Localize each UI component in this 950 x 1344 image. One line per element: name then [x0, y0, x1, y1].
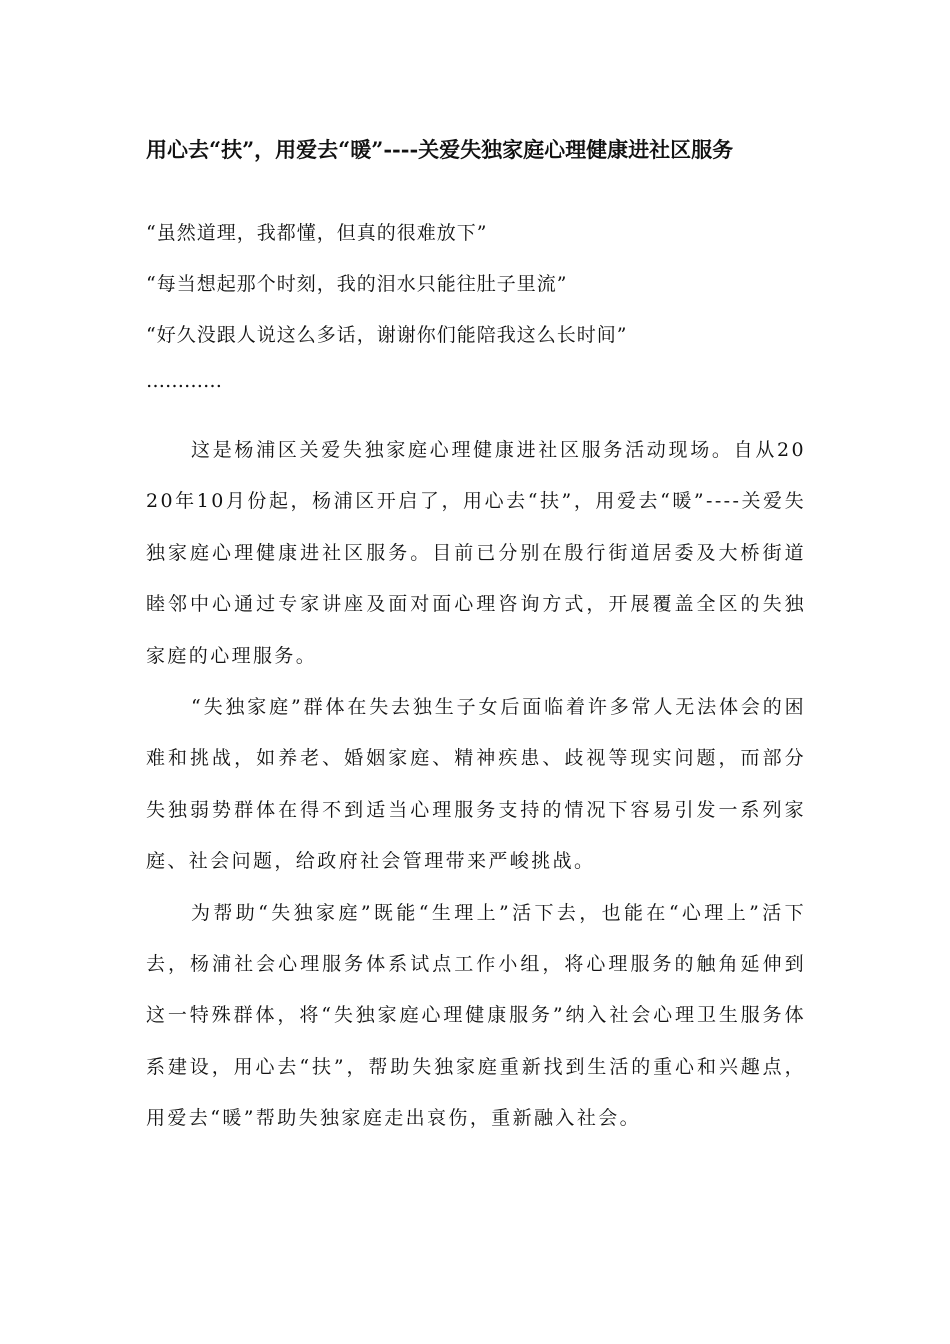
paragraph: 为帮助“失独家庭”既能“生理上”活下去，也能在“心理上”活下去，杨浦社会心理服务体系试点工作小组，将心理服务的触角延伸到这一特殊群体，将“失独家庭心理健康服务”纳入社会心理卫生服务体系建设，用心去“扶”，帮助失独家庭重新找到生活的重心和兴趣点，用爱去“暖”帮助失独家庭走出哀伤，重新融入社会。: [146, 901, 806, 1130]
body-text: [146, 425, 806, 1145]
document-title: 用心去“扶”，用爱去“暖”----关爱失独家庭心理健康进社区服务: [146, 137, 734, 162]
quote-line: “虽然道理，我都懂，但真的很难放下”: [146, 222, 488, 244]
quote-line: “每当想起那个时刻，我的泪水只能往肚子里流”: [146, 273, 568, 295]
paragraph: “失独家庭”群体在失去独生子女后面临着许多常人无法体会的困难和挑战，如养老、婚姻家庭、精神疾患、歧视等现实问题，而部分失独弱势群体在得不到适当心理服务支持的情况下容易引发一系列家庭、社会问题，给政府社会管理带来严峻挑战。: [146, 696, 806, 873]
quote-line: “好久没跟人说这么多话，谢谢你们能陪我这么长时间”: [146, 324, 628, 346]
quote-block: [146, 208, 826, 401]
paragraph: 这是杨浦区关爱失独家庭心理健康进社区服务活动现场。自从2020年10月份起，杨浦区开启了，用心去“扶”，用爱去“暖”----关爱失独家庭心理健康进社区服务。目前已分别在殷行街道居委及大桥街道睦邻中心通过专家讲座及面对面心理咨询方式，开展覆盖全区的失独家庭的心理服务。: [146, 439, 806, 667]
ellipsis: …………: [146, 370, 222, 392]
